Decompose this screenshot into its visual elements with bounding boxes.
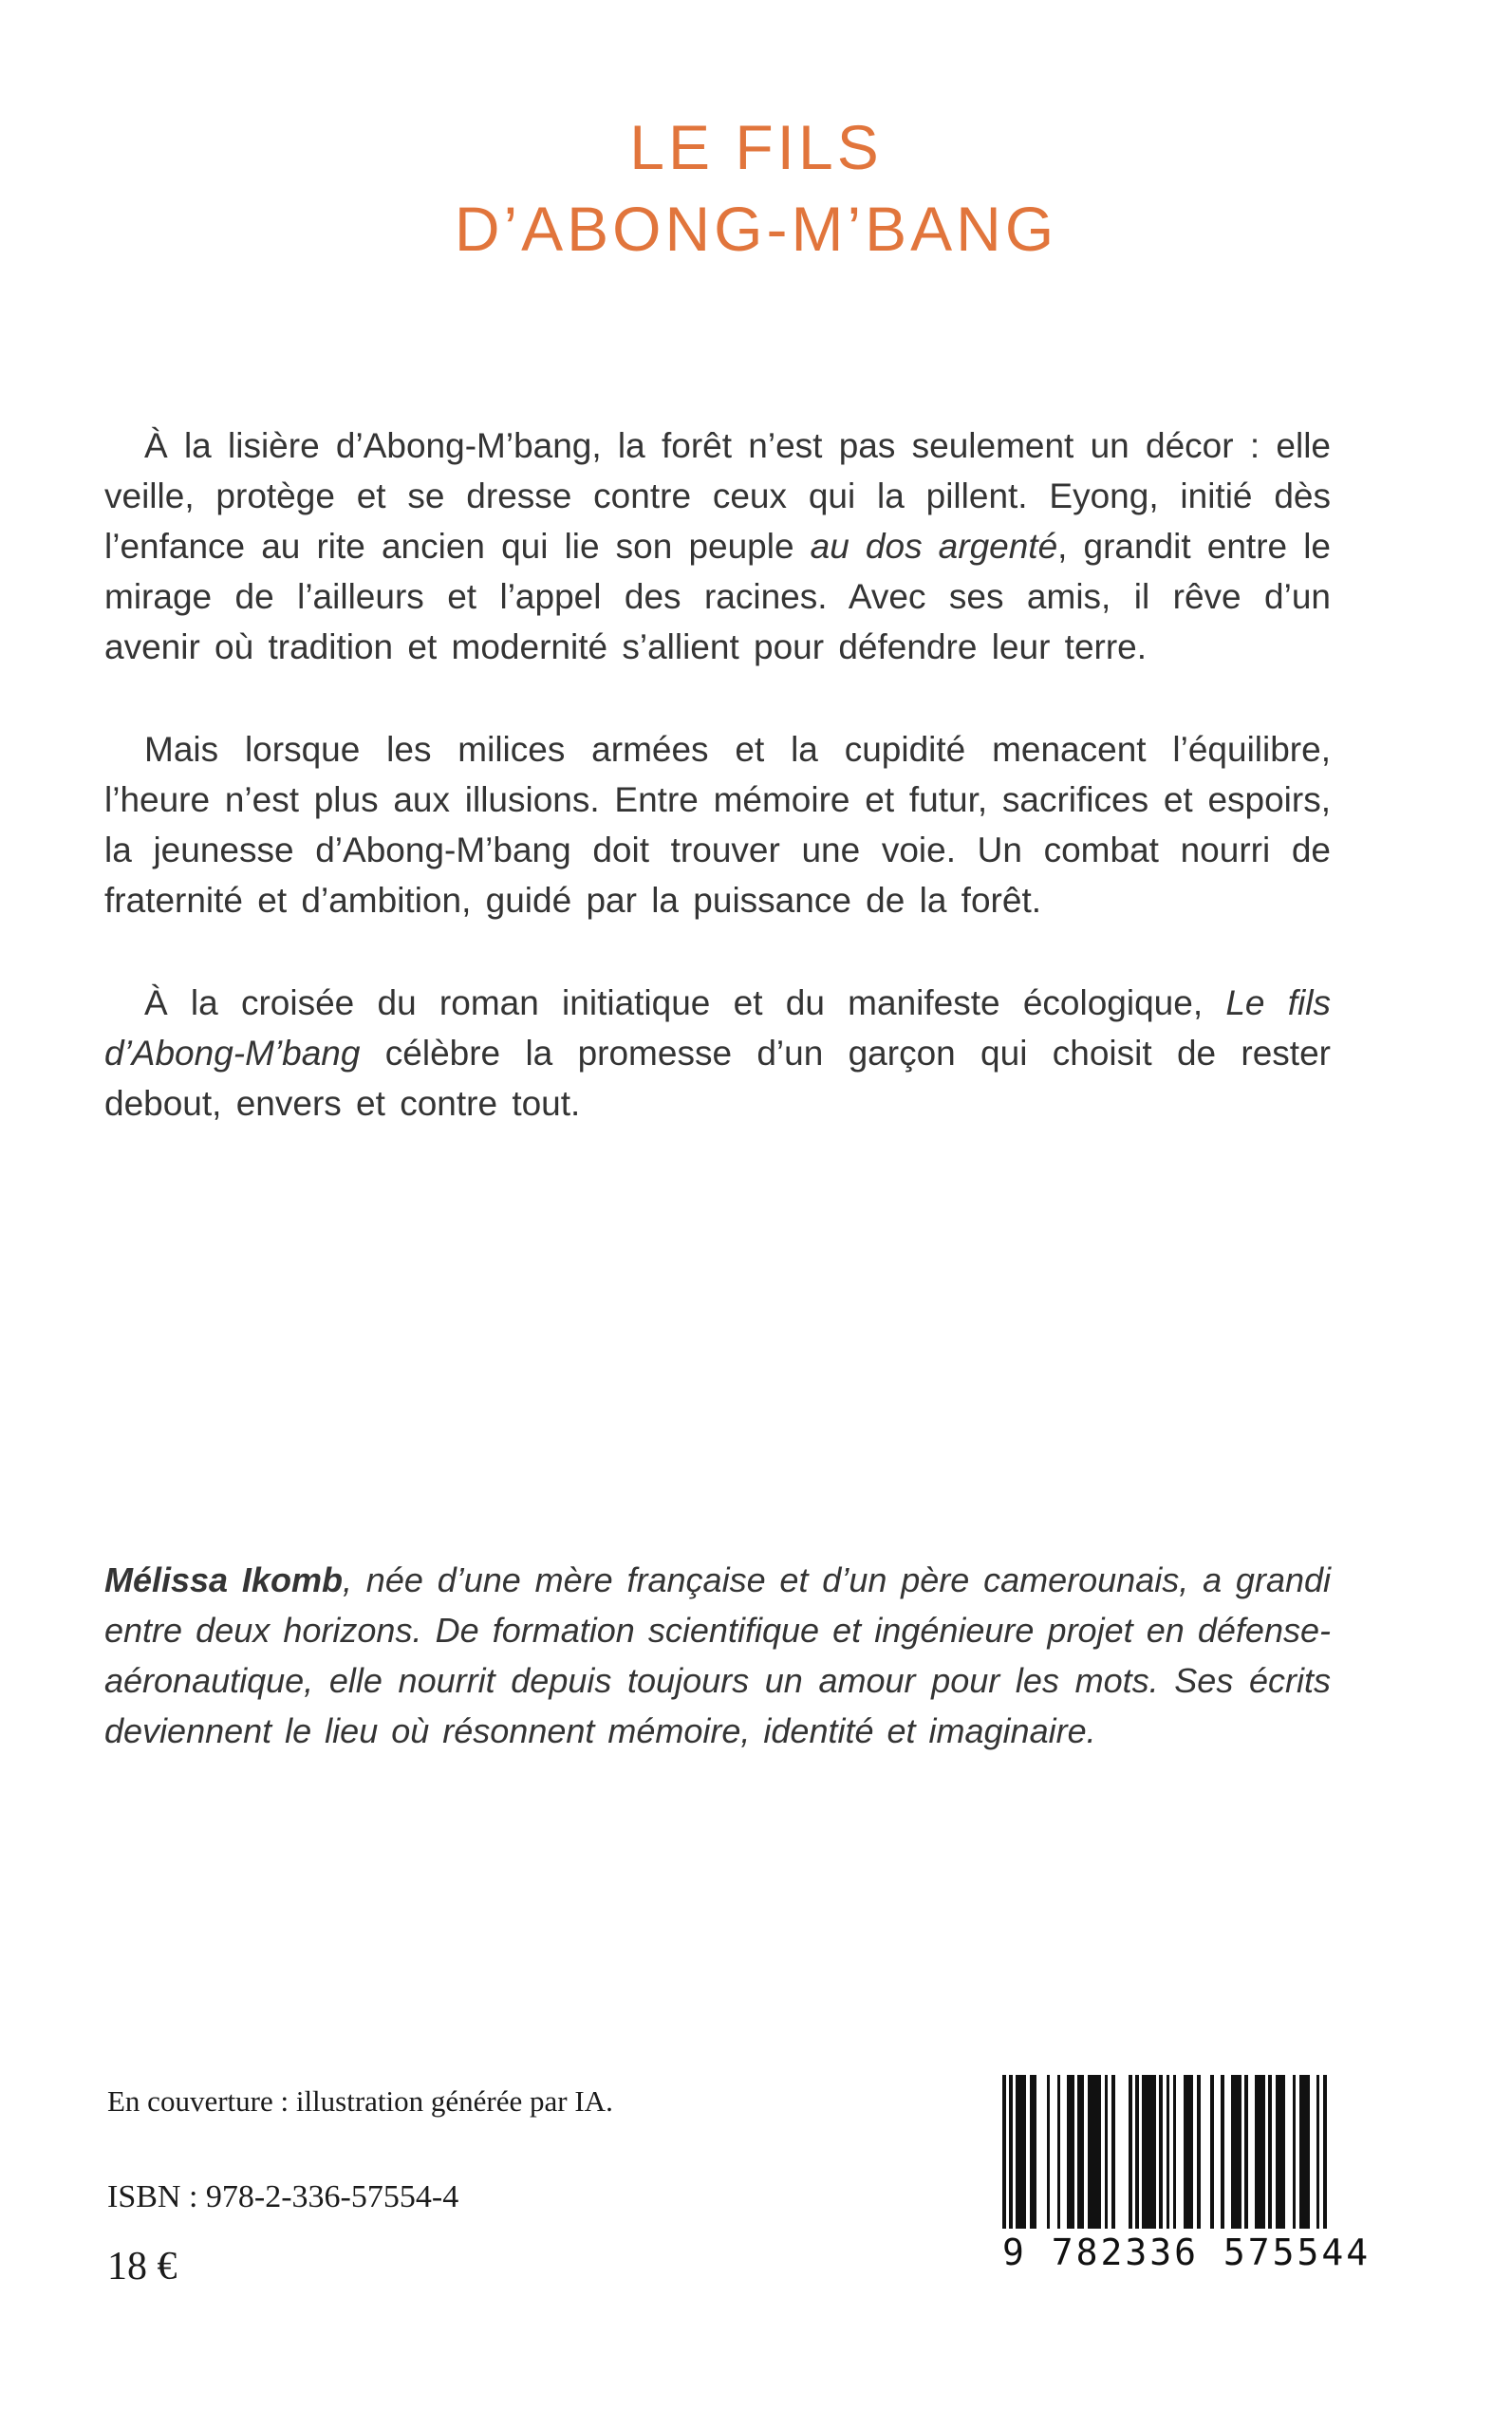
book-title-line2: D’ABONG-M’BANG bbox=[454, 194, 1058, 264]
book-title bbox=[0, 106, 1512, 270]
synopsis-p1-text-end: , grandit entre le mirage de l’ailleurs et l’appel des racines. Avec ses amis, il rêve d’un avenir où tradition et modernité s’allient pour défendre leur terre. bbox=[104, 527, 1331, 666]
author-bio-paragraph bbox=[104, 1555, 1331, 1756]
barcode-bars bbox=[1002, 2075, 1327, 2229]
cover-credit: En couverture : illustration générée par IA. bbox=[107, 2084, 613, 2118]
synopsis-p1-text: À la lisière d’Abong-M’bang, la forêt n’est pas seulement un décor : elle veille, protège et se dresse contre ceux qui la pillent. Eyong, initié dès l’enfance au rite ancien qui lie son peuple bbox=[104, 426, 1331, 566]
synopsis-p3-italic: Le fils d’Abong-M’bang bbox=[104, 983, 1331, 1073]
book-title-line1: LE FILS bbox=[629, 112, 883, 182]
barcode bbox=[1002, 2075, 1372, 2274]
synopsis bbox=[104, 420, 1331, 1129]
synopsis-p1-italic: au dos argenté bbox=[810, 527, 1058, 566]
price: 18 € bbox=[107, 2245, 177, 2288]
author-name: Mélissa Ikomb bbox=[104, 1560, 343, 1599]
synopsis-paragraph-1 bbox=[104, 420, 1331, 672]
synopsis-paragraph-2: Mais lorsque les milices armées et la cupidité menacent l’équilibre, l’heure n’est plus aux illusions. Entre mémoire et futur, sacrifices et espoirs, la jeunesse d’Abong-M’bang doit trouver une voie. Un combat nourri de fraternité et d’ambition, guidé par la puissance de la forêt. bbox=[104, 730, 1331, 920]
isbn: ISBN : 978-2-336-57554-4 bbox=[107, 2179, 459, 2214]
synopsis-paragraph-3 bbox=[104, 978, 1331, 1129]
synopsis-p3-text: À la croisée du roman initiatique et du manifeste écologique, bbox=[144, 983, 1226, 1022]
author-bio-text: , née d’une mère française et d’un père camerounais, a grandi entre deux horizons. De formation scientifique et ingénieure projet en défense-aéronautique, elle nourrit depuis toujours un amour pour les mots. Ses écrits deviennent le lieu où résonnent mémoire, identité et imaginaire. bbox=[104, 1560, 1332, 1750]
author-bio bbox=[104, 1555, 1331, 1756]
synopsis-p3-text-end: célèbre la promesse d’un garçon qui choisit de rester debout, envers et contre tout. bbox=[104, 1034, 1331, 1123]
barcode-number: 9 782336 575544 bbox=[1002, 2232, 1372, 2273]
